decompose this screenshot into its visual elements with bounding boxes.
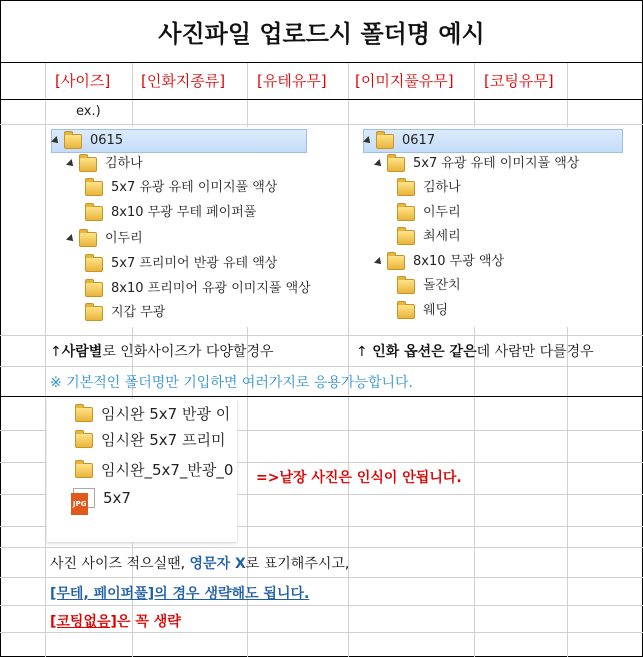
single-file-example	[47, 399, 237, 542]
caption-text: 데 사람만 다를경우	[476, 344, 594, 360]
folder-icon	[64, 134, 82, 149]
tree-item[interactable]	[75, 459, 233, 481]
folder-icon	[75, 407, 93, 422]
folder-label: 최세리	[423, 229, 461, 244]
folder-icon	[397, 181, 415, 196]
folder-label: 이두리	[423, 205, 461, 220]
folder-label: 이두리	[105, 231, 143, 246]
folder-icon	[85, 282, 103, 297]
warning-text: =>낱장 사진은 인식이 안됩니다.	[256, 470, 462, 486]
page-title: 사진파일 업로드시 폴더명 예시	[158, 19, 485, 48]
folder-icon	[75, 463, 93, 478]
jpg-file-icon: JPG	[73, 488, 95, 508]
tree-item[interactable]	[375, 153, 579, 175]
note-text: 은 꼭 생략	[116, 614, 181, 630]
divider	[0, 396, 643, 397]
folder-tree-by-person	[47, 127, 310, 327]
folder-icon	[79, 157, 97, 172]
tag-size: [사이즈]	[55, 72, 111, 90]
tree-item[interactable]	[397, 226, 461, 248]
folder-label: 임시완_5x7_반광_0	[101, 461, 234, 479]
note-text: 사진 사이즈 적으실땐,	[50, 556, 190, 572]
grid-line	[45, 62, 46, 657]
note-line-1	[50, 553, 349, 573]
tree-item[interactable]	[85, 302, 165, 324]
folder-icon	[397, 304, 415, 319]
note-line-2: [무테, 페이퍼풀]의 경우 생략해도 됩니다.	[50, 586, 310, 602]
folder-label: 임시완 5x7 프리미	[101, 431, 226, 449]
grid-line	[0, 577, 643, 578]
note-emphasis: 영문자 X	[189, 556, 246, 572]
tree-item[interactable]	[67, 153, 143, 175]
folder-label: 0615	[90, 133, 124, 148]
note-line-3	[50, 611, 181, 631]
folder-tree-by-option	[359, 127, 627, 327]
tree-item[interactable]	[397, 177, 461, 199]
caption-text: 로 인화사이즈가 다양할경우	[102, 344, 274, 360]
tag-border: [유테유무]	[257, 72, 327, 90]
tree-item[interactable]	[397, 275, 461, 297]
grid-line	[0, 124, 643, 125]
grid-line	[0, 366, 643, 367]
expand-arrow-icon[interactable]	[66, 234, 76, 244]
tree-root[interactable]	[363, 129, 623, 153]
divider	[0, 62, 643, 63]
folder-label: 8x10 무광 액상	[413, 254, 505, 269]
folder-label: 웨딩	[423, 303, 449, 318]
caption-by-option	[356, 341, 594, 361]
divider	[0, 99, 643, 100]
folder-icon	[75, 433, 93, 448]
grid-line	[0, 605, 643, 606]
folder-label: 김하나	[105, 156, 143, 171]
tree-item[interactable]	[67, 228, 143, 250]
caption-emphasis: 사람별	[61, 344, 103, 360]
tree-item[interactable]	[75, 429, 225, 451]
folder-label: 8x10 무광 무테 페이퍼풀	[111, 205, 257, 220]
folder-label: 5x7 유광 유테 이미지풀 액상	[111, 180, 278, 195]
tag-coating: [코팅유무]	[484, 72, 554, 90]
tree-root[interactable]	[51, 129, 307, 153]
note-emphasis: [코팅없음]	[50, 614, 117, 630]
up-arrow-icon: ↑	[50, 344, 62, 360]
grid-line	[0, 335, 643, 336]
folder-icon	[387, 157, 405, 172]
expand-arrow-icon[interactable]	[51, 136, 61, 146]
expand-arrow-icon[interactable]	[363, 136, 373, 146]
tree-item[interactable]	[85, 177, 277, 199]
tree-item[interactable]	[75, 403, 230, 425]
info-note: ※ 기본적인 폴더명만 기입하면 여러가지로 응용가능합니다.	[50, 375, 414, 391]
folder-icon	[79, 232, 97, 247]
expand-arrow-icon[interactable]	[374, 257, 384, 267]
tree-item[interactable]	[397, 300, 448, 322]
tree-item[interactable]	[73, 487, 131, 509]
folder-label: 5x7 프리미어 반광 유테 액상	[111, 256, 278, 271]
tree-item[interactable]	[85, 253, 277, 275]
folder-icon	[397, 206, 415, 221]
folder-label: 김하나	[423, 180, 461, 195]
file-label: 5x7	[103, 489, 131, 507]
expand-arrow-icon[interactable]	[374, 159, 384, 169]
tree-item[interactable]	[397, 202, 461, 224]
caption-by-person	[50, 341, 274, 361]
folder-icon	[376, 134, 394, 149]
folder-icon	[85, 181, 103, 196]
tag-imagepool: [이미지풀유무]	[355, 72, 454, 90]
note-text: 로 표기해주시고,	[245, 556, 350, 572]
folder-label: 8x10 프리미어 유광 이미지풀 액상	[111, 281, 311, 296]
grid-line	[0, 547, 643, 548]
grid-line	[0, 632, 643, 633]
tree-item[interactable]	[375, 251, 504, 273]
up-arrow-icon: ↑	[356, 344, 373, 360]
folder-icon	[397, 230, 415, 245]
folder-label: 5x7 유광 유테 이미지풀 액상	[413, 156, 580, 171]
example-label: ex.)	[76, 104, 101, 119]
folder-icon	[85, 306, 103, 321]
folder-label: 돌잔치	[423, 278, 461, 293]
tree-item[interactable]	[85, 278, 311, 300]
folder-label: 임시완 5x7 반광 이	[101, 405, 231, 423]
folder-icon	[397, 279, 415, 294]
folder-label: 지갑 무광	[111, 305, 166, 320]
tag-paper: [인화지종류]	[141, 72, 226, 90]
folder-icon	[387, 255, 405, 270]
folder-label: 0617	[402, 133, 436, 148]
folder-icon	[85, 206, 103, 221]
expand-arrow-icon[interactable]	[66, 159, 76, 169]
tree-item[interactable]	[85, 202, 256, 224]
folder-icon	[85, 257, 103, 272]
caption-emphasis: 인화 옵션은 같은	[372, 344, 477, 360]
